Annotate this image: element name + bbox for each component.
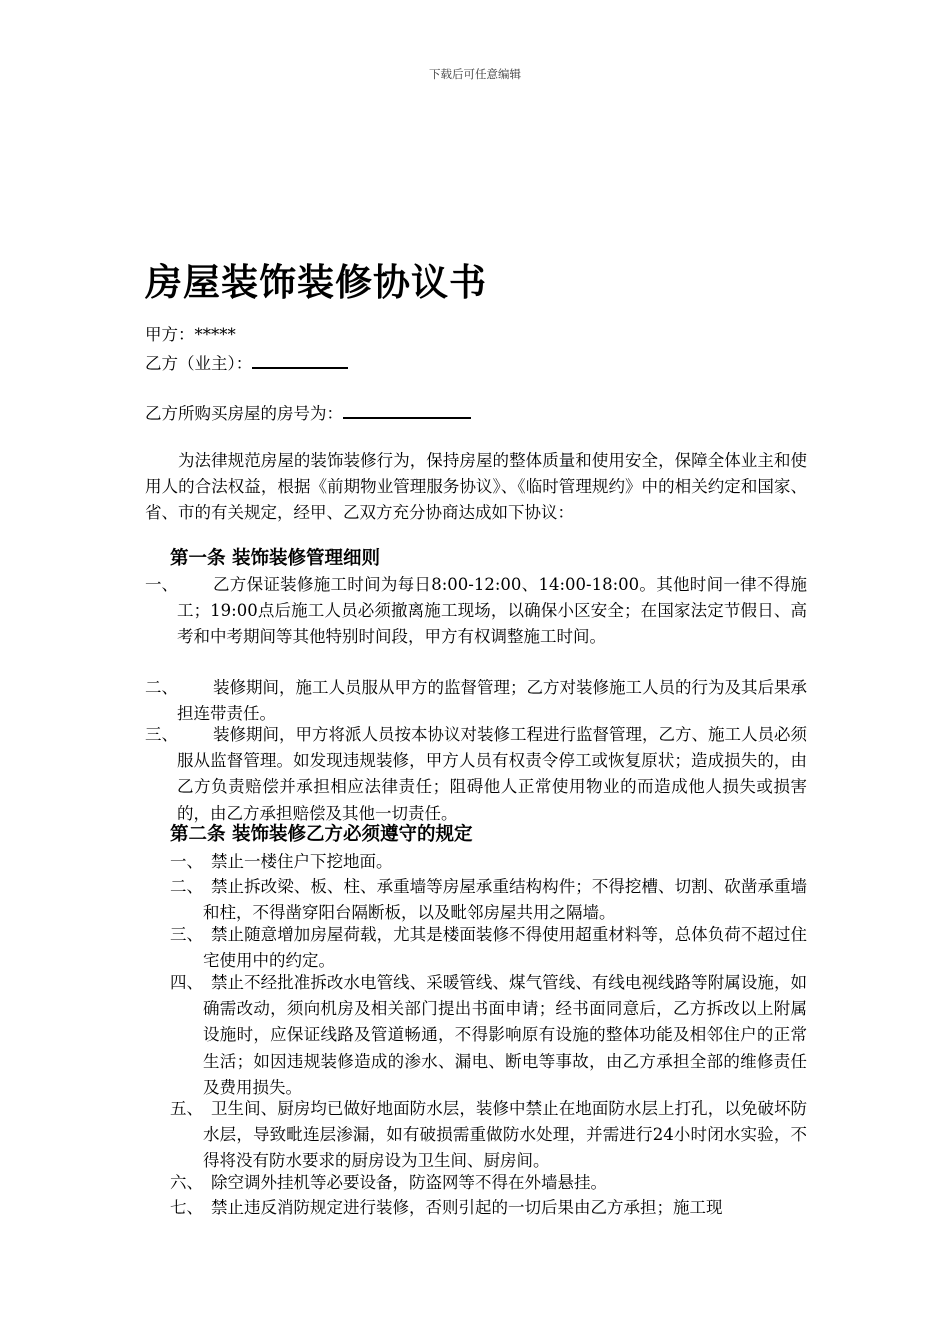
item-text: 装修期间，甲方将派人员按本协议对装修工程进行监督管理，乙方、施工人员必须服从监督管理。如发现违规装修，甲方人员有权责令停工或恢复原状；造成损失的，由乙方负责赔偿并承担相应法律责任；阻碍他人正常使用物业的而造成他人损失或损害的，由乙方承担赔偿及其他一切责任。 — [177, 725, 807, 823]
item-number: 七、 — [170, 1198, 203, 1217]
item-text: 禁止违反消防规定进行装修，否则引起的一切后果由乙方承担；施工现 — [211, 1198, 723, 1217]
item-text: 禁止一楼住户下挖地面。 — [211, 852, 393, 871]
party-b-line — [145, 349, 348, 377]
article-2-item-4 — [170, 970, 807, 1101]
item-number: 三、 — [170, 925, 203, 944]
item-text: 禁止随意增加房屋荷载，尤其是楼面装修不得使用超重材料等，总体负荷不超过住宅使用中的约定。 — [203, 925, 807, 971]
document-title: 房屋装饰装修协议书 — [145, 261, 487, 304]
room-number-label: 乙方所购买房屋的房号为： — [145, 404, 343, 423]
item-number: 三、 — [145, 725, 178, 744]
item-text: 禁止拆改梁、板、柱、承重墙等房屋承重结构构件；不得挖槽、切割、砍凿承重墙和柱，不得凿穿阳台隔断板，以及毗邻房屋共用之隔墙。 — [203, 877, 807, 923]
item-text: 装修期间，施工人员服从甲方的监督管理；乙方对装修施工人员的行为及其后果承担连带责任。 — [177, 678, 807, 724]
room-number-blank — [343, 399, 471, 419]
item-number: 四、 — [170, 973, 203, 992]
article-1-item-1 — [145, 572, 807, 651]
article-2-item-6 — [170, 1170, 807, 1196]
item-text: 除空调外挂机等必要设备，防盗网等不得在外墙悬挂。 — [211, 1173, 607, 1192]
intro-paragraph: 为法律规范房屋的装饰装修行为，保持房屋的整体质量和使用安全，保障全体业主和使用人的合法权益，根据《前期物业管理服务协议》、《临时管理规约》中的相关约定和国家、省、市的有关规定，经甲、乙双方充分协商达成如下协议： — [145, 451, 807, 523]
article-2-item-5 — [170, 1096, 807, 1175]
article-2-item-1 — [170, 849, 807, 875]
article-1-item-2 — [145, 675, 807, 727]
item-number: 一、 — [145, 575, 178, 594]
item-number: 六、 — [170, 1173, 203, 1192]
header-note: 下载后可任意编辑 — [429, 67, 521, 81]
item-text: 卫生间、厨房均已做好地面防水层，装修中禁止在地面防水层上打孔，以免破坏防水层，导致毗连层渗漏，如有破损需重做防水处理，并需进行24小时闭水实验，不得将没有防水要求的厨房设为卫生间、厨房间。 — [203, 1099, 807, 1171]
article-1-heading: 第一条 装饰装修管理细则 — [170, 548, 380, 569]
article-2-item-2 — [170, 874, 807, 926]
party-b-blank — [252, 349, 348, 369]
item-number: 二、 — [145, 678, 178, 697]
party-b-label: 乙方（业主）： — [145, 354, 253, 373]
article-2-item-3 — [170, 922, 807, 974]
item-number: 一、 — [170, 852, 203, 871]
item-number: 二、 — [170, 877, 203, 896]
article-1-item-3 — [145, 722, 807, 827]
item-number: 五、 — [170, 1099, 203, 1118]
room-number-line — [145, 399, 471, 427]
item-text: 乙方保证装修施工时间为每日8:00-12:00、14:00-18:00。其他时间一律不得施工；19:00点后施工人员必须撤离施工现场，以确保小区安全；在国家法定节假日、高考和中考期间等其他特别时间段，甲方有权调整施工时间。 — [177, 575, 807, 647]
item-text: 禁止不经批准拆改水电管线、采暖管线、煤气管线、有线电视线路等附属设施，如确需改动，须向机房及相关部门提出书面申请；经书面同意后，乙方拆改以上附属设施时，应保证线路及管道畅通，不得影响原有设施的整体功能及相邻住户的正常生活；如因违规装修造成的渗水、漏电、断电等事故，由乙方承担全部的维修责任及费用损失。 — [203, 973, 807, 1097]
article-2-item-7 — [170, 1195, 807, 1221]
article-2-heading: 第二条 装饰装修乙方必须遵守的规定 — [170, 824, 473, 845]
party-a-line: 甲方：***** — [145, 325, 236, 344]
